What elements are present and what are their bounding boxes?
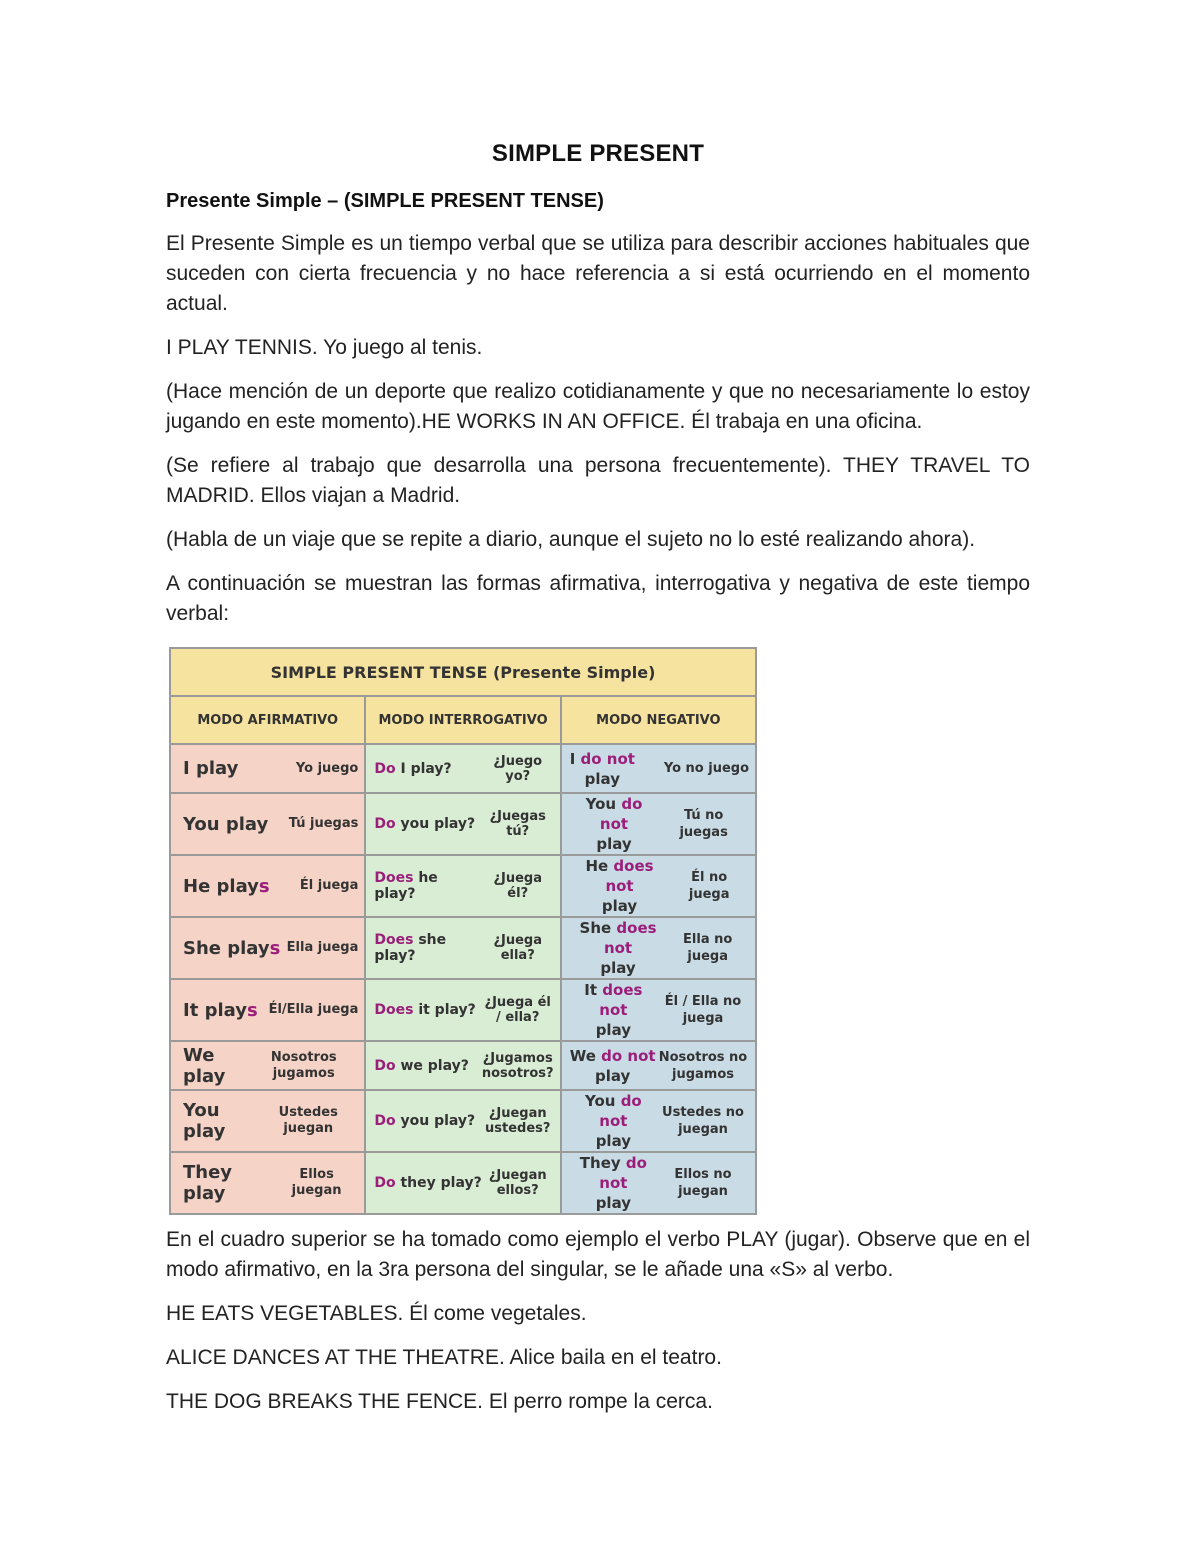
third-person-s: s [258, 875, 270, 897]
auxiliary-verb: Does [374, 870, 414, 886]
interrogative-translation: ¿Juego yo? [493, 753, 543, 784]
negative-translation: Él no juega [688, 870, 730, 902]
interrogative-rest: I play? [400, 760, 452, 777]
affirmative-form [179, 1000, 258, 1021]
auxiliary-verb: Does [374, 932, 414, 948]
negative-form [570, 1091, 657, 1151]
negative-subject: They [579, 1154, 621, 1172]
table-title: SIMPLE PRESENT TENSE (Presente Simple) [170, 648, 756, 696]
header-affirmative: MODO AFIRMATIVO [170, 696, 365, 744]
example-paragraph: (Hace mención de un deporte que realizo cotidianamente y que no necesariamente lo estoy jugando en este momento).HE WORKS IN AN OFFICE. Él trabaja en una oficina. [166, 380, 1030, 433]
affirmative-subject-verb: They play [183, 1162, 233, 1204]
interrogative-form [374, 1058, 469, 1074]
affirmative-cell [170, 793, 365, 855]
example-paragraph: (Habla de un viaje que se repite a diario, aunque el sujeto no lo esté realizando ahora). [166, 528, 976, 551]
affirmative-form [179, 1162, 275, 1204]
interrogative-translation: ¿Juegan ellos? [488, 1168, 547, 1198]
example-paragraph: I PLAY TENNIS. Yo juego al tenis. [166, 336, 483, 359]
example-paragraph: THE DOG BREAKS THE FENCE. El perro rompe la cerca. [166, 1390, 713, 1413]
negative-translation: Nosotros no jugamos [658, 1049, 748, 1082]
negative-form [570, 794, 659, 854]
negative-auxiliary: does not [603, 919, 657, 957]
interrogative-rest: he play? [374, 870, 438, 902]
interrogative-rest: you play? [400, 1113, 476, 1129]
negative-subject: You [585, 795, 617, 813]
header-negative: MODO NEGATIVO [561, 696, 756, 744]
affirmative-translation: Ustedes juegan [278, 1105, 338, 1136]
negative-form [570, 856, 670, 916]
table-intro-paragraph: A continuación se muestran las formas afirmativa, interrogativa y negativa de este tiempo verbal: [166, 572, 1030, 625]
negative-cell [561, 855, 756, 917]
interrogative-form [374, 932, 481, 964]
auxiliary-verb: Do [374, 760, 396, 777]
negative-subject: We [569, 1046, 596, 1065]
interrogative-cell [365, 855, 560, 917]
table-row [170, 1041, 756, 1090]
negative-subject: I [569, 749, 576, 768]
affirmative-translation: Ella juega [286, 940, 359, 955]
negative-auxiliary: do not [580, 749, 635, 768]
affirmative-translation: Nosotros jugamos [270, 1049, 337, 1081]
interrogative-form [374, 761, 451, 777]
table-row [170, 855, 756, 917]
negative-translation: Ustedes no juegan [662, 1105, 744, 1137]
affirmative-cell [170, 1041, 365, 1090]
negative-subject: She [579, 919, 612, 937]
affirmative-subject-verb: It play [183, 999, 247, 1021]
interrogative-translation: ¿Juega él? [493, 871, 542, 901]
negative-verb: play [594, 1066, 631, 1085]
negative-auxiliary: do not [599, 1092, 642, 1130]
table-row [170, 1090, 756, 1152]
interrogative-translation: ¿Jugamos nosotros? [481, 1050, 554, 1081]
interrogative-cell [365, 1090, 560, 1152]
auxiliary-verb: Do [374, 1113, 396, 1129]
interrogative-cell [365, 979, 560, 1041]
auxiliary-verb: Do [374, 816, 396, 832]
intro-paragraph: El Presente Simple es un tiempo verbal que se utiliza para describir acciones habituales que suceden con cierta frecuencia y no hace referencia a si está ocurriendo en el momento actual. [166, 232, 1030, 315]
table-row [170, 917, 756, 979]
third-person-s: s [246, 999, 258, 1021]
interrogative-translation: ¿Juegas tú? [489, 809, 546, 839]
example-paragraph: HE EATS VEGETABLES. Él come vegetales. [166, 1302, 587, 1325]
negative-subject: He [585, 857, 609, 875]
negative-cell [561, 793, 756, 855]
negative-cell [561, 744, 756, 793]
interrogative-form [374, 1002, 475, 1018]
table-row [170, 793, 756, 855]
interrogative-cell [365, 744, 560, 793]
negative-verb: play [595, 1194, 632, 1212]
affirmative-cell [170, 744, 365, 793]
negative-cell [561, 1152, 756, 1214]
affirmative-form [179, 1045, 249, 1087]
affirmative-subject-verb: I play [183, 758, 239, 779]
interrogative-form [374, 870, 481, 902]
affirmative-subject-verb: You play [183, 1100, 226, 1142]
negative-verb: play [600, 959, 636, 977]
example-paragraph: (Se refiere al trabajo que desarrolla una persona frecuentemente). THEY TRAVEL TO MADRID. Ellos viajan a Madrid. [166, 454, 1030, 507]
affirmative-translation: Él juega [299, 878, 359, 893]
negative-auxiliary: do not [599, 795, 643, 833]
header-interrogative: MODO INTERROGATIVO [365, 696, 560, 744]
negative-verb: play [584, 769, 620, 788]
negative-auxiliary: do not [599, 1154, 647, 1192]
explanation-paragraph: En el cuadro superior se ha tomado como ejemplo el verbo PLAY (jugar). Observe que en el modo afirmativo, en la 3ra persona del singular, se le añade una «S» al verbo. [166, 1228, 1030, 1281]
negative-auxiliary: do not [601, 1046, 656, 1065]
negative-translation: Ella no juega [683, 932, 733, 964]
negative-verb: play [596, 835, 632, 853]
negative-form [570, 1153, 657, 1213]
interrogative-form [374, 1113, 475, 1129]
interrogative-translation: ¿Juegan ustedes? [485, 1106, 551, 1136]
auxiliary-verb: Do [374, 1175, 396, 1191]
interrogative-rest: she play? [374, 932, 447, 964]
interrogative-cell [365, 1152, 560, 1214]
negative-form [570, 918, 667, 978]
affirmative-cell [170, 855, 365, 917]
interrogative-rest: you play? [400, 816, 476, 832]
interrogative-cell [365, 793, 560, 855]
affirmative-cell [170, 917, 365, 979]
example-paragraph: ALICE DANCES AT THE THEATRE. Alice baila en el teatro. [166, 1346, 722, 1369]
negative-translation: Yo no juego [663, 761, 749, 776]
affirmative-subject-verb: You play [183, 813, 269, 835]
affirmative-translation: Yo juego [295, 760, 359, 776]
interrogative-form [374, 1175, 481, 1191]
page-content [166, 140, 1030, 1431]
interrogative-translation: ¿Juega él / ella? [484, 995, 551, 1025]
negative-cell [561, 979, 756, 1041]
negative-translation: Tú no juegas [679, 808, 728, 840]
affirmative-subject-verb: He play [183, 875, 259, 897]
interrogative-rest: we play? [400, 1057, 469, 1074]
table-row [170, 1152, 756, 1214]
affirmative-subject-verb: We play [183, 1044, 226, 1087]
section-subtitle: Presente Simple – (SIMPLE PRESENT TENSE) [166, 190, 604, 212]
table-row [170, 744, 756, 793]
interrogative-cell [365, 1041, 560, 1090]
negative-subject: You [584, 1092, 616, 1110]
interrogative-rest: they play? [400, 1175, 482, 1191]
negative-auxiliary: does not [599, 981, 643, 1019]
auxiliary-verb: Do [374, 1057, 396, 1074]
third-person-s: s [269, 937, 281, 959]
affirmative-cell [170, 979, 365, 1041]
affirmative-form [179, 876, 270, 897]
interrogative-form [374, 816, 475, 832]
negative-auxiliary: does not [605, 857, 654, 895]
negative-form [570, 749, 635, 789]
negative-form [570, 980, 657, 1040]
affirmative-form [179, 758, 238, 779]
negative-translation: Ellos no juegan [674, 1167, 732, 1199]
interrogative-translation: ¿Juega ella? [493, 933, 542, 963]
negative-verb: play [595, 1021, 632, 1039]
negative-verb: play [595, 1132, 632, 1150]
affirmative-translation: Tú juegas [288, 816, 359, 831]
interrogative-rest: it play? [418, 1002, 476, 1018]
affirmative-form [179, 1100, 258, 1142]
affirmative-cell [170, 1152, 365, 1214]
interrogative-cell [365, 917, 560, 979]
negative-translation: Él / Ella no juega [664, 994, 742, 1026]
table-row [170, 979, 756, 1041]
negative-cell [561, 1090, 756, 1152]
negative-cell [561, 917, 756, 979]
simple-present-table [169, 647, 757, 1215]
affirmative-form [179, 938, 280, 959]
negative-verb: play [601, 897, 638, 915]
negative-subject: It [584, 981, 598, 999]
affirmative-subject-verb: She play [183, 937, 270, 959]
negative-form [570, 1046, 656, 1086]
affirmative-form [179, 814, 268, 835]
negative-cell [561, 1041, 756, 1090]
affirmative-cell [170, 1090, 365, 1152]
page-title: SIMPLE PRESENT [491, 140, 705, 167]
auxiliary-verb: Does [374, 1002, 414, 1018]
affirmative-translation: Él/Ella juega [268, 1002, 359, 1017]
affirmative-translation: Ellos juegan [291, 1167, 342, 1198]
